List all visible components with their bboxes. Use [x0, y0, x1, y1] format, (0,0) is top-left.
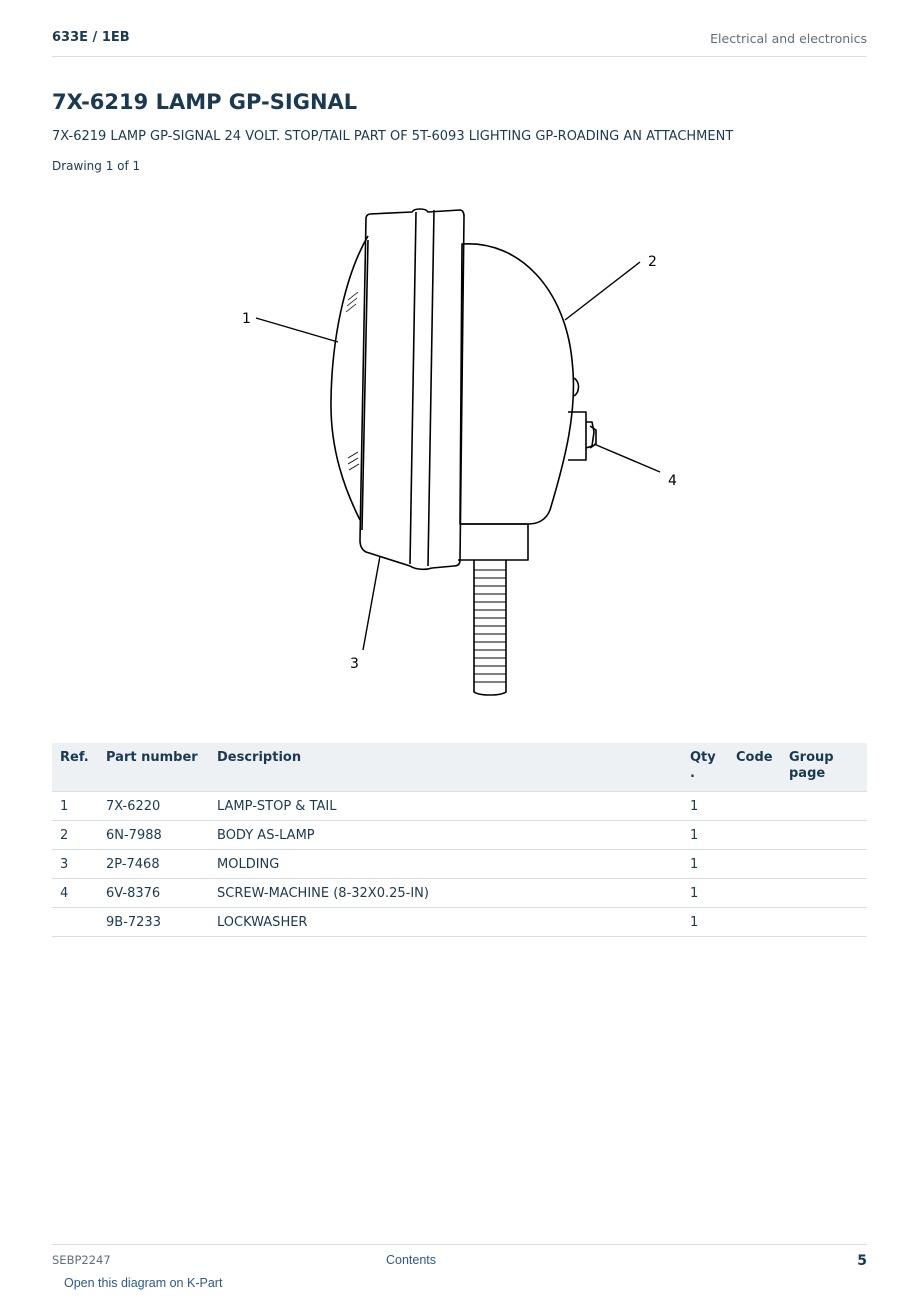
row-group-page [781, 908, 867, 937]
row-part-number: 6V-8376 [98, 879, 209, 908]
row-ref: 4 [52, 879, 98, 908]
row-group-page [781, 850, 867, 879]
stud-threads [474, 570, 506, 682]
callout-4: 4 [668, 473, 677, 489]
row-description: MOLDING [209, 850, 682, 879]
row-ref: 2 [52, 821, 98, 850]
row-ref: 3 [52, 850, 98, 879]
table-row [52, 879, 867, 908]
parts-diagram [220, 200, 700, 705]
row-code [728, 850, 781, 879]
row-code [728, 908, 781, 937]
table-row [52, 821, 867, 850]
col-part-number: Part number [98, 743, 209, 792]
page-header [52, 28, 867, 57]
callout-1: 1 [242, 311, 251, 327]
parts-table [52, 743, 867, 937]
callout-leaders [256, 262, 660, 650]
row-qty: 1 [682, 908, 728, 937]
page-subtitle: 7X-6219 LAMP GP-SIGNAL 24 VOLT. STOP/TAIL PART OF 5T-6093 LIGHTING GP-ROADING AN ATTACHMENT [52, 129, 734, 144]
page-title: 7X-6219 LAMP GP-SIGNAL [52, 90, 358, 114]
table-header-row [52, 743, 867, 792]
lamp-body [460, 244, 573, 524]
lamp-knob [574, 378, 579, 396]
row-ref: 1 [52, 792, 98, 821]
row-part-number: 9B-7233 [98, 908, 209, 937]
row-group-page [781, 821, 867, 850]
row-qty: 1 [682, 821, 728, 850]
callout-2: 2 [648, 254, 657, 270]
doc-number: SEBP2247 [52, 1253, 111, 1267]
row-description: LAMP-STOP & TAIL [209, 792, 682, 821]
row-description: SCREW-MACHINE (8-32X0.25-IN) [209, 879, 682, 908]
col-group-line1: Group [789, 750, 834, 765]
kpart-link[interactable]: Open this diagram on K-Part [64, 1276, 223, 1290]
col-description: Description [209, 743, 682, 792]
lamp-bezel [360, 209, 464, 569]
contents-link[interactable]: Contents [386, 1253, 437, 1267]
table-row [52, 908, 867, 937]
col-group-page [781, 743, 867, 792]
callout-3: 3 [350, 656, 359, 672]
col-group-line2: page [789, 766, 826, 781]
col-qty-line2: . [690, 766, 695, 781]
col-ref: Ref. [52, 743, 98, 792]
row-part-number: 2P-7468 [98, 850, 209, 879]
drawing-count: Drawing 1 of 1 [52, 159, 141, 173]
table-row [52, 850, 867, 879]
col-qty-line1: Qty [690, 750, 716, 765]
row-qty: 1 [682, 850, 728, 879]
row-code [728, 879, 781, 908]
table-row [52, 792, 867, 821]
model-code: 633E / 1EB [52, 30, 130, 45]
lamp-stud-base [458, 524, 528, 560]
col-qty [682, 743, 728, 792]
lamp-stud [474, 560, 506, 695]
row-description: LOCKWASHER [209, 908, 682, 937]
row-code [728, 821, 781, 850]
section-title: Electrical and electronics [710, 31, 867, 46]
page-number: 5 [857, 1253, 867, 1269]
row-part-number: 6N-7988 [98, 821, 209, 850]
row-part-number: 7X-6220 [98, 792, 209, 821]
row-group-page [781, 879, 867, 908]
lens-hatching [346, 292, 359, 470]
col-code: Code [728, 743, 781, 792]
row-qty: 1 [682, 792, 728, 821]
row-code [728, 792, 781, 821]
page-footer [52, 1244, 867, 1275]
row-group-page [781, 792, 867, 821]
row-qty: 1 [682, 879, 728, 908]
row-description: BODY AS-LAMP [209, 821, 682, 850]
row-ref [52, 908, 98, 937]
